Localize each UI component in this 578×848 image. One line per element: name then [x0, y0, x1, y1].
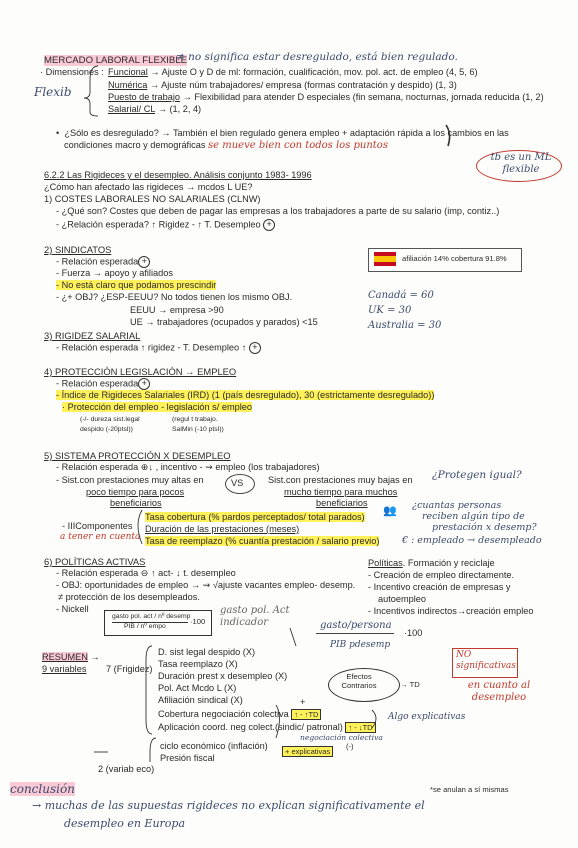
comp-1-text: Tasa cobertura (% pardos perceptados/ total parados): [145, 512, 365, 522]
prot-d1: (-/- dureza sist.legal: [80, 416, 140, 423]
pa-d: - Nickell: [56, 604, 89, 614]
salarial-label: Salarial/ CL: [108, 104, 156, 114]
neg-note2: (-): [346, 742, 354, 751]
heading-sindicatos: 2) SINDICATOS: [44, 244, 112, 255]
var2-text: 2 (variab eco): [98, 764, 155, 774]
pd-a: - Relación esperada ⊕↓ , incentivo - ⇝ empleo (los trabajadores): [56, 462, 320, 472]
section-title-rigideces: 6.2.2 Las Rigideces y el desempleo. Análisis conjunto 1983- 1996: [44, 170, 312, 180]
spain-stat-text: afiliación 14% cobertura 91.8%: [402, 254, 507, 263]
no-sig-note: en cuanto al desempleo: [467, 680, 531, 703]
res-item-5-text: Cobertura negociación colectiva: [158, 709, 289, 719]
conclusion-line2: desempleo en Europa: [64, 817, 186, 830]
people-icon: 👥: [383, 505, 397, 517]
heading-rigidez-salarial: 3) RIGIDEZ SALARIAL: [44, 330, 141, 341]
plus-circle-icon: +: [249, 342, 261, 354]
vs-text: VS: [231, 478, 244, 488]
heading-proteccion-desempleo: 5) SISTEMA PROTECCIÓN X DESEMPLEO: [44, 450, 231, 461]
nickell-top: gasto pol. act / nº desemp: [112, 613, 191, 620]
comp-3-text: Tasa de reemplazo (% cuantía prestación / salario previo): [145, 536, 380, 546]
res-item-3: Pol. Act Mcdo L (X): [158, 683, 237, 693]
q1-text: ¿Sólo es desregulado? → También el bien regulado genera empleo + adaptación rápida a los cambios en las: [64, 128, 509, 138]
pol-4: - Incentivos indirectos→creación empleo: [368, 606, 534, 616]
conclusion-line1: → muchas de las supuestas rigideces no explican significativamente el: [32, 799, 425, 812]
presion-text: Presión fiscal: [160, 753, 215, 763]
no-sig-text: NO significativas: [456, 650, 516, 671]
right-note-3: prestación x desemp?: [432, 522, 537, 533]
conclusion-title-text: conclusión: [10, 782, 75, 796]
prot-e2: SalMin (-10 ptsl)): [172, 426, 224, 433]
heading-politicas: 6) POLÍTICAS ACTIVAS: [44, 556, 146, 567]
tag-negative: ↑ - ↓TD: [345, 722, 375, 733]
res-item-6-text: Aplicación coord. neg colect.(sindic/ patronal): [158, 722, 343, 732]
flexib-side-label: Flexib: [34, 85, 72, 99]
numerica-text: → Ajuste núm trabajadores/ empresa (formas contratación y despido) (1, 3): [149, 80, 457, 90]
dims-label: · Dimensiones :: [40, 67, 104, 77]
rigideces-question: ¿Cómo han afectado las rigideces → mcdos L UE?: [44, 182, 253, 192]
res-item-1: Tasa reemplazo (X): [158, 659, 238, 669]
funcional-label: Funcional: [108, 67, 148, 77]
numerica-label: Numérica: [108, 80, 148, 90]
plus-circle-icon: +: [138, 256, 150, 268]
gasto-1: gasto pol. Act: [220, 605, 290, 616]
ciclo-text: ciclo económico (inflación): [160, 741, 268, 751]
algo-explicativas: Algo explicativas: [388, 712, 466, 722]
title-note: ≠ no significa estar desregulado, está bien regulado.: [176, 51, 458, 63]
gasto-5: ·100: [404, 628, 423, 638]
stat-canada: Canadá = 60: [368, 290, 434, 301]
resumen-title-text: RESUMEN: [42, 652, 88, 662]
q2-note: se mueve bien con todos los puntos: [208, 140, 388, 151]
bullet-dot: •: [56, 128, 65, 138]
resumen-vars: 9 variables: [42, 664, 87, 674]
efectos-td: → TD: [400, 680, 420, 689]
pa-a: - Relación esperada ⊖ ↑ act- ↓ t. desempleo: [56, 568, 236, 578]
pd-b3: beneficiarios: [110, 498, 162, 508]
q2-text: condiciones macro y demográficas: [64, 140, 206, 150]
sind-d: - ¿+ OBJ? ¿ESP-EEUU? No todos tienen los mismo OBJ.: [56, 292, 293, 302]
prot-d2: despido (-20ptsl)): [80, 426, 133, 433]
heading-clnw: 1) COSTES LABORALES NO SALARIALES (CLNW): [44, 194, 261, 204]
prot-b-text: - Índice de Rigideces Salariales (IRD) (1 (país desregulado), 30 (estrictamente desregulado)): [56, 390, 435, 400]
sind-e: EEUU → empresa >90: [130, 305, 224, 315]
neg-note: negociación colectiva: [300, 733, 383, 742]
pol-title2: Formación y reciclaje: [407, 558, 495, 568]
clnw-b-text: - ¿Relación esperada? ↑ Rigidez - ↑ T. Desempleo: [56, 219, 261, 230]
sind-b: - Fuerza → apoyo y afiliados: [56, 268, 173, 278]
pd-question: ¿Protegen igual?: [432, 469, 522, 481]
resumen-title: RESUMEN →: [42, 652, 100, 662]
nickell-bottom: PIB / nº empo: [124, 623, 166, 630]
pd-b2: poco tiempo para pocos: [86, 487, 185, 497]
prot-c-text: · Protección del empleo - legislación s/ empleo: [62, 402, 252, 412]
pol-title: Políticas: [368, 558, 403, 568]
nickell-x: ·100: [190, 617, 206, 626]
components-note: a tener en cuenta: [60, 532, 141, 542]
sind-f: UE → trabajadores (ocupados y parados) <15: [130, 317, 318, 327]
tag-positive: ↑ - ↑TD: [291, 709, 321, 720]
pd-c: Sist.con prestaciones muy bajas en: [268, 475, 413, 485]
pa-c: ≠ protección de los desempleados.: [58, 592, 200, 602]
efectos-text: Efectos Contrarios: [341, 672, 377, 690]
puesto-text: → Flexibilidad para atender D especiales (fin semana, nocturnas, jornada reducida (1, 2): [182, 92, 544, 102]
clnw-a: - ¿Qué son? Costes que deben de pagar las empresas a los trabajadores a parte de su salario (imp, contiz..): [56, 206, 500, 216]
salarial-text: → (1, 2, 4): [157, 104, 202, 114]
gasto-3: gasto/persona: [320, 620, 392, 631]
oval-note-text: tb es un ML flexible: [490, 152, 552, 175]
rig-a-text: - Relación esperada ↑ rigidez - T. Desempleo ↑: [56, 342, 247, 353]
stat-australia: Australia = 30: [368, 320, 442, 331]
funcional-text: → Ajuste O y D de ml: formación, cualificación, mov. pol. act. de empleo (4, 5, 6): [150, 67, 478, 77]
puesto-label: Puesto de trabajo: [108, 92, 181, 102]
pd-b: - Sist.con prestaciones muy altas en: [56, 475, 204, 485]
resumen-rig: 7 (Frigidez): [106, 664, 153, 674]
right-note-2: reciben algún tipo de: [422, 511, 525, 522]
anulan-note: *se anulan a sí mismas: [430, 785, 509, 794]
sind-a-text: - Relación esperada: [56, 256, 139, 267]
right-note-4: € : empleado → desempleado: [402, 535, 542, 546]
right-note-1: ¿cuantas personas: [412, 500, 502, 511]
res-item-4: Afiliación sindical (X): [158, 695, 243, 705]
pol-2: - Incentivo creación de empresas y: [368, 582, 511, 592]
pol-1: - Creación de empleo directamente.: [368, 570, 515, 580]
title-text: MERCADO LABORAL FLEXIBLE: [44, 55, 188, 66]
res-item-2: Duración prest x desempleo (X): [158, 671, 288, 681]
res-item-0: D. sist legal despido (X): [158, 647, 256, 657]
plus-circle-icon: +: [263, 219, 275, 231]
sind-c-text: - No está claro que podamos prescindir: [56, 280, 217, 290]
plus-circle-icon: +: [138, 378, 150, 390]
pa-b: - OBJ: oportunidades de empleo → ⇝ √ajuste vacantes empleo- desemp.: [56, 580, 356, 590]
pd-c3: beneficiarios: [316, 498, 368, 508]
mas-exp-text: + explicativas: [282, 746, 333, 757]
pol-3: autoempleo: [378, 594, 427, 604]
components-label: - IIIComponentes: [62, 521, 133, 531]
heading-proteccion: 4) PROTECCIÓN LEGISLACIÓN → EMPLEO: [44, 366, 237, 377]
plus-mark: +: [300, 697, 306, 707]
prot-a-text: - Relación esperada: [56, 378, 139, 389]
prot-e1: (regul t trabajo.: [172, 416, 218, 423]
pol-title-row: Políticas. Formación y reciclaje: [368, 558, 495, 568]
stat-uk: UK = 30: [368, 305, 412, 316]
gasto-4: PIB pdesemp: [330, 640, 391, 650]
pd-c2: mucho tiempo para muchos: [284, 487, 398, 497]
gasto-2: indicador: [220, 617, 269, 628]
comp-2-text: Duración de las prestaciones (meses): [145, 524, 300, 534]
